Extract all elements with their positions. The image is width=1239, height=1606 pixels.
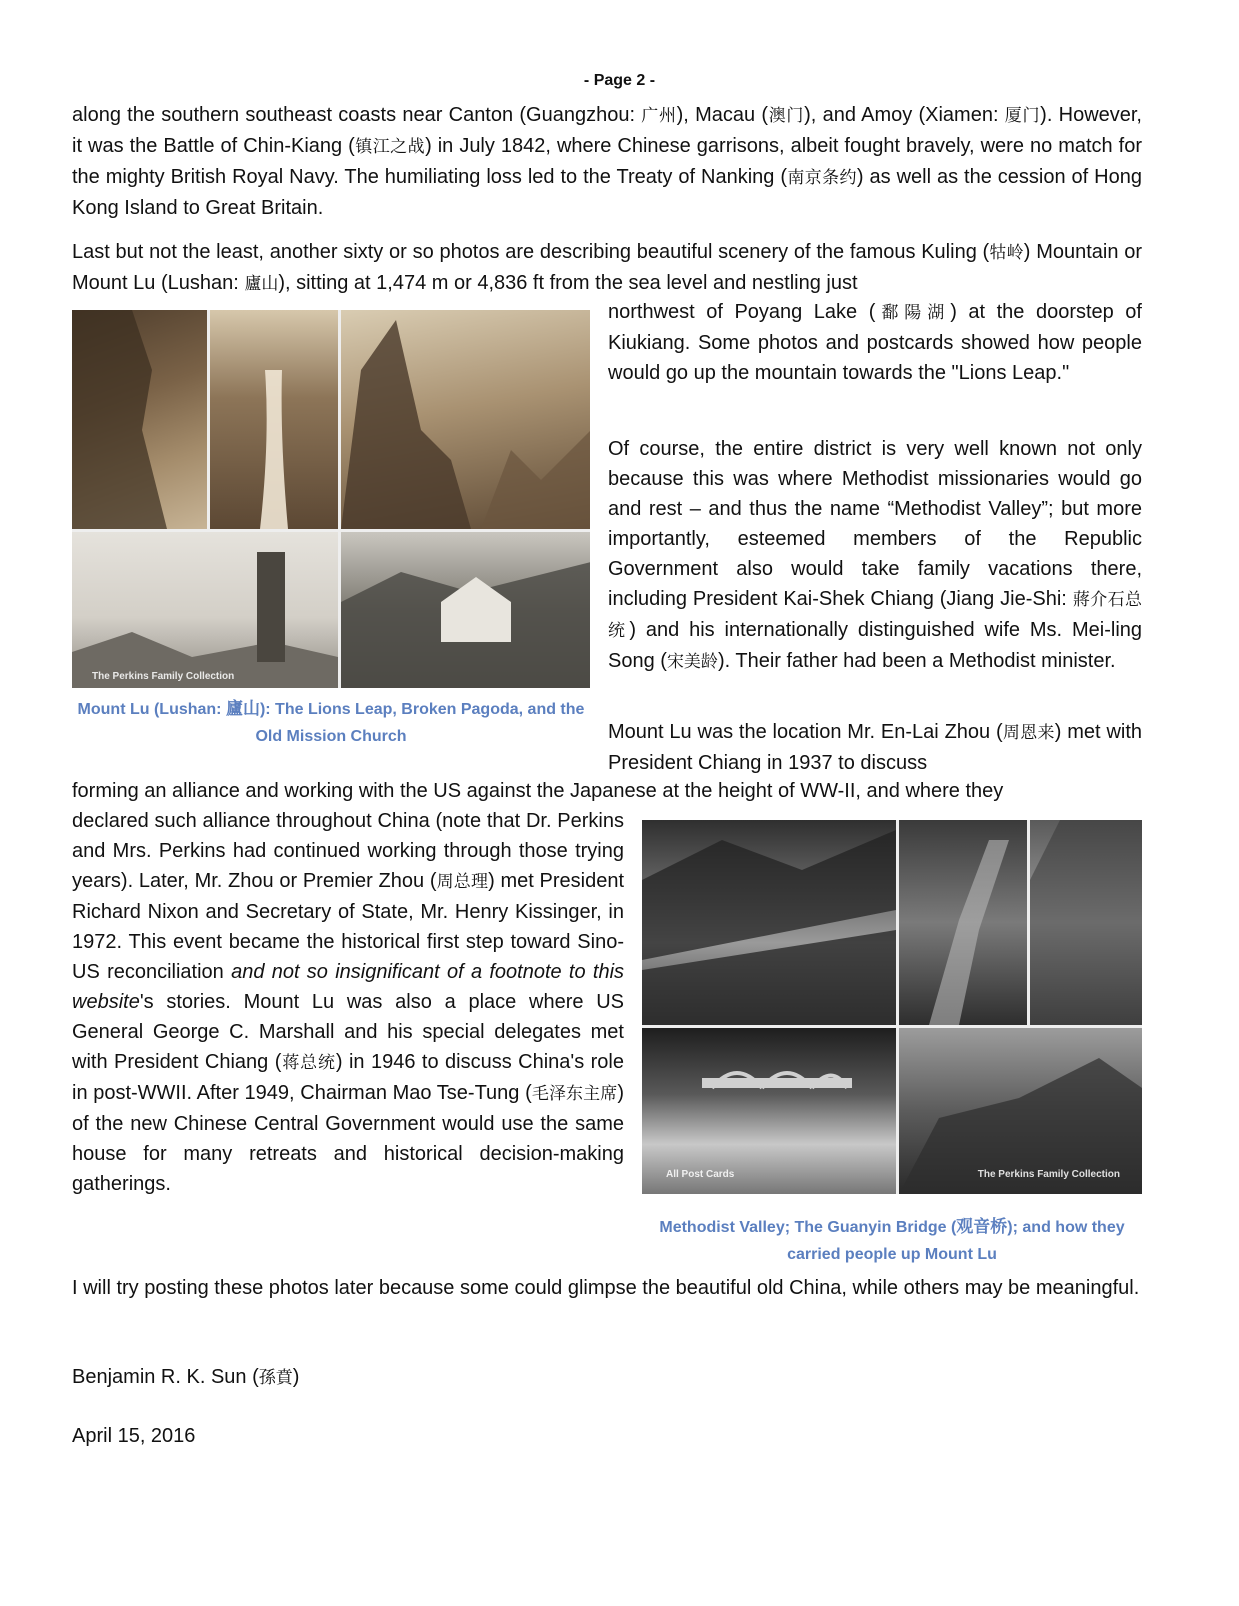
cjk-text: 周总理 <box>436 872 489 892</box>
text-span: Last but not the least, another sixty or so photos are describing beautiful scenery of the famous Kuling ( <box>72 241 990 263</box>
text-span: forming an alliance and working with the US against the Japanese at the height of WW-II, and where they <box>72 780 1004 802</box>
figure1-caption <box>72 696 590 750</box>
page-number: - Page 2 - <box>583 72 656 89</box>
cjk-text: 观音桥 <box>956 1217 1008 1237</box>
text-span: Methodist Valley; The Guanyin Bridge ( <box>659 1219 957 1236</box>
broken-pagoda-photo <box>72 532 338 688</box>
text-span: ) met President Richard Nixon and Secretary of State, Mr. Henry Kissinger, in 1972. This event became the historical first step toward Sino-US reconciliation <box>72 870 624 983</box>
kuling-paragraph-right <box>608 297 1142 388</box>
text-span: Benjamin R. K. Sun ( <box>72 1366 259 1388</box>
kuling-paragraph-top <box>72 237 1142 299</box>
text-span: ); and how they carried people up Mount Lu <box>787 1219 1125 1263</box>
cjk-text: 澳门 <box>768 106 805 126</box>
cliff-sketch <box>72 310 207 529</box>
text-span: I will try posting these photos later because some could glimpse the beautiful old China, while others may be meaningful. <box>72 1277 1140 1299</box>
text-span: declared such alliance throughout China (note that Dr. Perkins and Mrs. Perkins had continued working through those trying years). Later, Mr. Zhou or Premier Zhou ( <box>72 810 624 892</box>
cjk-text: 鄱陽湖 <box>875 303 951 323</box>
figure2-watermark-right: The Perkins Family Collection <box>977 1169 1120 1180</box>
text-span: ), and Amoy (Xiamen: <box>804 104 1005 126</box>
cjk-text: 宋美龄 <box>666 652 718 672</box>
mountain-carriers-photo <box>899 1028 1142 1194</box>
text-span: ): The Lions Leap, Broken Pagoda, and the Old Mission Church <box>255 701 585 745</box>
church-sketch <box>341 532 590 688</box>
cjk-text: 蒋总统 <box>281 1053 336 1073</box>
figure2-caption <box>642 1214 1142 1268</box>
cjk-text: 牯岭 <box>989 243 1024 263</box>
text-span: Of course, the entire district is very well known not only because this was where Methodist missionaries would go and rest – and thus the name “Methodist Valley”; but more importantly, esteemed members of the Republic Government also would take family vacations there, including President Kai-Shek Chiang (Jiang Jie-Shi: <box>608 438 1142 610</box>
zhou-paragraph-right <box>608 717 1142 778</box>
text-span: ) <box>292 1366 300 1388</box>
zhou-paragraph-left <box>72 806 624 1199</box>
figure2-watermark-left: All Post Cards <box>666 1169 735 1180</box>
cjk-text: 周恩来 <box>1002 723 1055 743</box>
cliff-road-sketch <box>1030 820 1142 1025</box>
text-span: ) of the new Chinese Central Government would use the same house for many retreats and historical decision-making gatherings. <box>72 1082 625 1195</box>
path-sketch <box>899 820 1027 1025</box>
text-span: ) at the doorstep of Kiukiang. Some photos and postcards showed how people would go up the mountain towards the "Lions Leap." <box>608 301 1142 384</box>
text-span: ), Macau ( <box>676 104 769 126</box>
cjk-text: 广州 <box>641 106 677 126</box>
methodist-valley-photo <box>642 820 896 1025</box>
text-span: ) and his internationally distinguished wife Ms. Mei-ling Song ( <box>608 619 1143 672</box>
closing-paragraph <box>72 1273 1142 1303</box>
methodist-valley-photo-collage <box>642 820 1142 1194</box>
cliff-photo <box>72 310 207 529</box>
cjk-text: 毛泽东主席 <box>531 1084 618 1104</box>
mission-church-photo <box>341 532 590 688</box>
text-span: ) as well as the cession of Hong Kong Island to Great Britain. <box>72 166 1142 219</box>
intro-paragraph <box>72 100 1142 223</box>
text-span: Mount Lu (Lushan: <box>77 701 226 718</box>
district-paragraph <box>608 434 1142 677</box>
cjk-text: 廬山 <box>225 699 260 719</box>
lions-leap-photo <box>341 310 590 529</box>
signature-name <box>72 1362 299 1393</box>
text-span: ), sitting at 1,474 m or 4,836 ft from the sea level and nestling just <box>278 272 858 294</box>
cjk-text: 蔣介石总统 <box>608 590 1142 641</box>
text-span: northwest of Poyang Lake ( <box>608 301 876 323</box>
text-span: ) in July 1842, where Chinese garrisons, albeit fought bravely, were no match for the mighty British Royal Navy. The humiliating loss led to the Treaty of Nanking ( <box>72 135 1143 188</box>
text-span: ). Their father had been a Methodist minister. <box>717 650 1116 672</box>
pagoda-sketch <box>72 532 338 688</box>
text-span: 's stories. Mount Lu was also a place where US General George C. Marshall and his special delegates met with President Chiang ( <box>72 991 624 1073</box>
waterfall-sketch <box>210 310 338 529</box>
text-span: Mount Lu was the location Mr. En-Lai Zhou ( <box>608 721 1003 743</box>
cjk-text: 厦门 <box>1004 106 1041 126</box>
mount-lu-photo-collage <box>72 310 590 688</box>
text-span: along the southern southeast coasts near Canton (Guangzhou: <box>72 104 642 126</box>
waterfall-photo <box>210 310 338 529</box>
cjk-text: 孫賁 <box>258 1368 293 1388</box>
zhou-paragraph-full <box>72 776 1142 806</box>
valley-sketch <box>642 820 896 1025</box>
cjk-text: 南京条约 <box>786 168 857 188</box>
text-span: ) met with President Chiang in 1937 to discuss <box>608 721 1143 774</box>
guanyin-bridge-photo <box>642 1028 896 1194</box>
text-span: ). However, it was the Battle of Chin-Kiang ( <box>72 104 1142 157</box>
text-span: ) in 1946 to discuss China's role in post-WWII. After 1949, Chairman Mao Tse-Tung ( <box>72 1051 624 1104</box>
figure1-watermark: The Perkins Family Collection <box>92 671 235 682</box>
mountain-path-photo <box>899 820 1027 1025</box>
cjk-text: 镇江之战 <box>354 137 426 157</box>
carriers-photo <box>1030 820 1142 1025</box>
peak-sketch <box>341 310 590 529</box>
cjk-text: 廬山 <box>244 274 279 294</box>
signature-date: April 15, 2016 <box>72 1425 196 1447</box>
italic-text: and not so insignificant of a footnote to this website <box>72 961 625 1013</box>
text-span: ) Mountain or Mount Lu (Lushan: <box>72 241 1143 294</box>
